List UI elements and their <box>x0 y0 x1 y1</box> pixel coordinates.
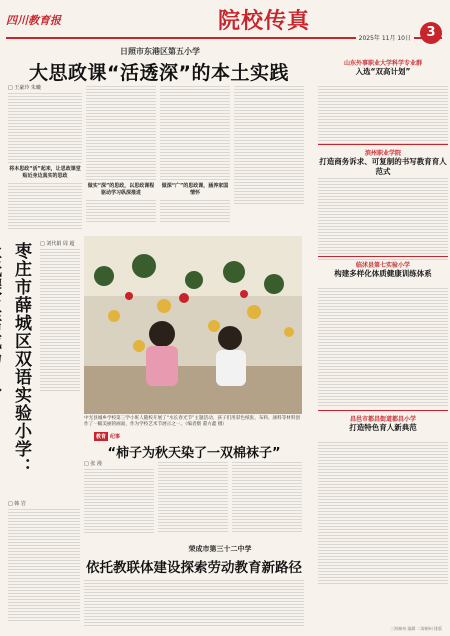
lead-subhead-3: 做深“广”的思政课，涵养家国情怀 <box>161 183 229 196</box>
brief-4-body <box>318 440 448 586</box>
feature-byline: □ 张 漫 <box>84 461 102 467</box>
lead-headline: 大思政课“活透深”的本土实践 <box>29 62 289 84</box>
brief-divider-1 <box>318 144 448 145</box>
lead-subhead-1: 将本思政“活”起来，让思政课堂贴近身边真实的思政 <box>9 166 81 179</box>
brief-1-body <box>318 84 448 146</box>
feature-headline: “柿子为秋天染了一双棉袜子” <box>107 446 281 461</box>
brief-4-headline: 打造特色育人新典范 <box>349 423 417 432</box>
newspaper-logo <box>6 6 61 32</box>
bottom-kicker: 荣成市第三十二中学 <box>188 545 252 553</box>
feature-column-1 <box>84 460 154 535</box>
svg-text:四川教育报: 四川教育报 <box>6 14 61 27</box>
bottom-column-left <box>8 500 80 623</box>
feature-tag <box>94 432 120 441</box>
brief-4-school: 昌邑市都昌街道都昌小学 <box>349 416 416 423</box>
lead-column-4 <box>234 84 304 206</box>
brief-divider-3 <box>318 410 448 411</box>
masthead <box>0 0 450 46</box>
bottom-byline: □ 韩 岩 <box>8 501 26 507</box>
vertical-byline: □ 刘代娟 周 超 <box>40 241 75 247</box>
brief-3-school: 临沭县第七实验小学 <box>355 262 410 269</box>
brief-2-school: 滨州职业学院 <box>364 150 401 157</box>
lead-byline: □ 王豪玲 朱曦 <box>8 85 41 91</box>
lead-column-1 <box>8 84 82 231</box>
dateline: 2025年 11月 10日 <box>356 33 414 42</box>
vertical-story-column <box>40 240 80 393</box>
brief-3-headline: 构建多样化体质健康训练体系 <box>334 269 432 278</box>
lead-column-3 <box>160 84 230 224</box>
vertical-headline: 枣庄市薛城区双语实验小学： <box>11 242 31 476</box>
bottom-headline: 依托教联体建设探索劳动教育新路径 <box>86 560 302 576</box>
brief-2-header <box>318 148 448 177</box>
brief-2-headline: 打造商务诉求、可复制的书写教育育人范式 <box>319 157 447 177</box>
brief-1-headline: 入选“双高计划” <box>355 67 411 76</box>
bottom-columns <box>84 578 304 628</box>
feature-tag-box: 教育 <box>96 434 107 440</box>
brief-3-body <box>318 286 448 408</box>
feature-column-3 <box>232 460 302 534</box>
brief-1-school: 山东外事职业大学科学专业群 <box>343 60 422 67</box>
brief-4-header <box>318 414 448 433</box>
section-title: 院校传真 <box>218 8 311 34</box>
brief-1-header <box>318 58 448 77</box>
lead-kicker: 日照市东港区第五小学 <box>120 47 200 56</box>
feature-tag-text: 纪事 <box>110 434 121 440</box>
feature-column-2 <box>158 460 228 534</box>
page-footer: 三海制州 编辑 二海制州 排版 <box>390 626 442 631</box>
feature-photo <box>84 236 302 414</box>
brief-3-header <box>318 260 448 279</box>
brief-divider-2 <box>318 256 448 257</box>
page-number-badge: 3 <box>420 22 442 44</box>
lead-subhead-2: 做实“深”的思政，以思政课程驱动学习纵深推进 <box>87 183 155 196</box>
brief-2-body <box>318 176 448 262</box>
lead-column-2 <box>86 84 156 224</box>
photo-caption: 中光县城乡学校第三学小班人随校开展了“水长春光节”主题活动，孩子们用彩色纸张、布料、颜料等材料创作了一幅美丽的画面，作为学校艺术节展示之一。（编者摄 董方鑫 摄） <box>84 416 301 428</box>
